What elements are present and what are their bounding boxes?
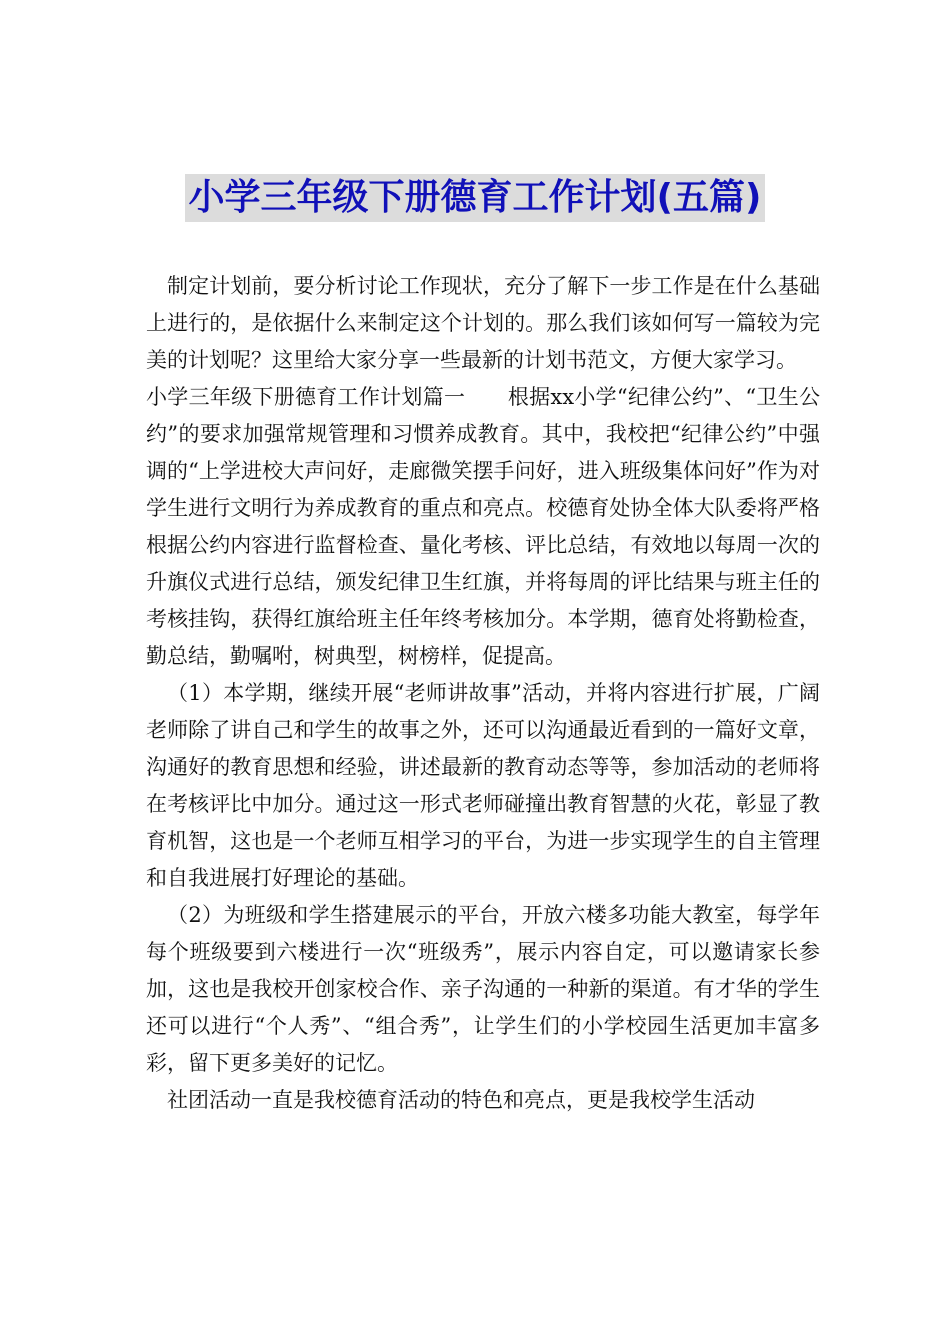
paragraph-item-2: （2）为班级和学生搭建展示的平台，开放六楼多功能大教室，每学年每个班级要到六楼进行一次“班级秀”，展示内容自定，可以邀请家长参加，这也是我校开创家校合作、亲子沟通的一种新的渠道。有才华的学生还可以进行“个人秀”、“组合秀”，让学生们的小学校园生活更加丰富多彩，留下更多美好的记忆。 — [146, 903, 820, 1075]
paragraph-section-one: 小学三年级下册德育工作计划篇一 根据xx小学“纪律公约”、“卫生公约”的要求加强常规管理和习惯养成教育。其中，我校把“纪律公约”中强调的“上学进校大声问好，走廊微笑摆手问好，进入班级集体问好”作为对学生进行文明行为养成教育的重点和亮点。校德育处协全体大队委将严格根据公约内容进行监督检查、量化考核、评比总结，有效地以每周一次的升旗仪式进行总结，颁发纪律卫生红旗，并将每周的评比结果与班主任的考核挂钩，获得红旗给班主任年终考核加分。本学期，德育处将勤检查，勤总结，勤嘱咐，树典型，树榜样，促提高。 — [146, 385, 820, 668]
document-body — [146, 268, 820, 1119]
paragraph-intro: 制定计划前，要分析讨论工作现状，充分了解下一步工作是在什么基础上进行的，是依据什么来制定这个计划的。那么我们该如何写一篇较为完美的计划呢？这里给大家分享一些最新的计划书范文，方便大家学习。 — [146, 274, 820, 372]
title-container — [0, 174, 950, 222]
paragraph-clubs: 社团活动一直是我校德育活动的特色和亮点，更是我校学生活动 — [167, 1088, 755, 1112]
document-title: 小学三年级下册德育工作计划(五篇) — [185, 174, 766, 222]
paragraph-item-1: （1）本学期，继续开展“老师讲故事”活动，并将内容进行扩展，广阔老师除了讲自己和学生的故事之外，还可以沟通最近看到的一篇好文章，沟通好的教育思想和经验，讲述最新的教育动态等等，参加活动的老师将在考核评比中加分。通过这一形式老师碰撞出教育智慧的火花，彰显了教育机智，这也是一个老师互相学习的平台，为进一步实现学生的自主管理和自我进展打好理论的基础。 — [146, 681, 820, 890]
